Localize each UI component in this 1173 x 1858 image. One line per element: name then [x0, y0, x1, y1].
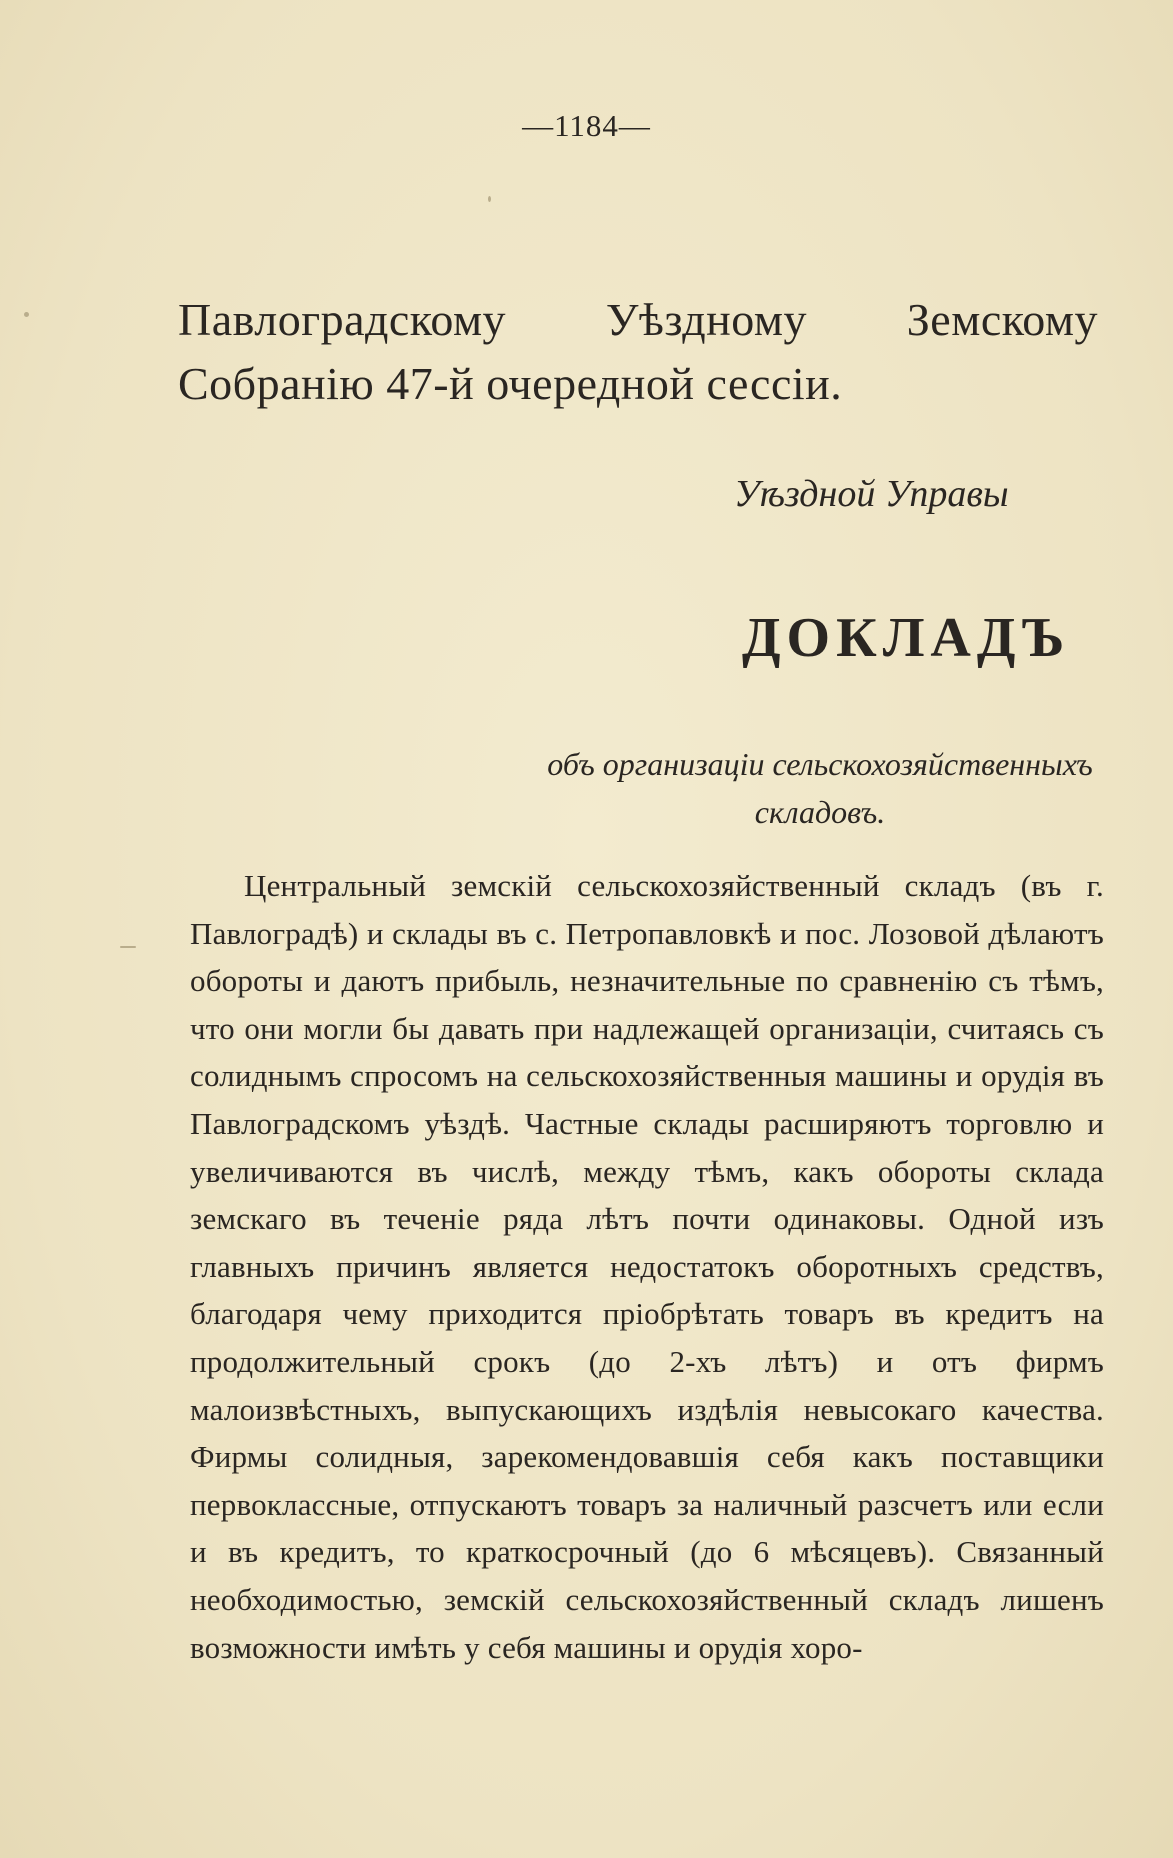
body-paragraph: Центральный земскій сельскохозяйственный складъ (въ г. Павлоградѣ) и склады въ с. Петропавловкѣ и пос. Лозовой дѣлаютъ обороты и даютъ прибыль, незначительные по сравненію съ тѣмъ, что они могли бы давать при надлежащей организаціи, считаясь съ солиднымъ спросомъ на сельскохозяйственныя машины и орудія въ Павлоградскомъ уѣздѣ. Частные склады расширяютъ торговлю и увеличиваются въ числѣ, между тѣмъ, какъ обороты склада земскаго въ теченіе ряда лѣтъ почти одинаковы. Одной изъ главныхъ причинъ является недостатокъ оборотныхъ средствъ, благодаря чему приходится пріобрѣтать товаръ въ кредитъ на продолжительный срокъ (до 2-хъ лѣтъ) и отъ фирмъ малоизвѣстныхъ, выпускающихъ издѣлія невысокаго качества. Фирмы солидныя, зарекомендовавшія себя какъ поставщики первоклассные, отпускаютъ товаръ за наличный разсчетъ или если и въ кредитъ, то краткосрочный (до 6 мѣсяцевъ). Связанный необходимостью, земскій сельскохозяйственный складъ лишенъ возможности имѣть у себя машины и орудія хоро-: [190, 868, 1104, 1665]
report-title: ДОКЛАДЪ: [742, 607, 1071, 669]
board-name: Уѣздной Управы: [734, 473, 1009, 515]
report-subtitle: объ организаціи сельскохозяйственныхъ складовъ.: [547, 746, 1093, 830]
paper-speck: [488, 196, 491, 202]
paper-speck: [120, 946, 136, 948]
page-number: —1184—: [522, 108, 651, 143]
paper-speck: [24, 312, 29, 317]
document-heading: Павлоградскому Уѣздному Земскому Собранію 47-й очередной сессіи.: [178, 294, 1098, 409]
